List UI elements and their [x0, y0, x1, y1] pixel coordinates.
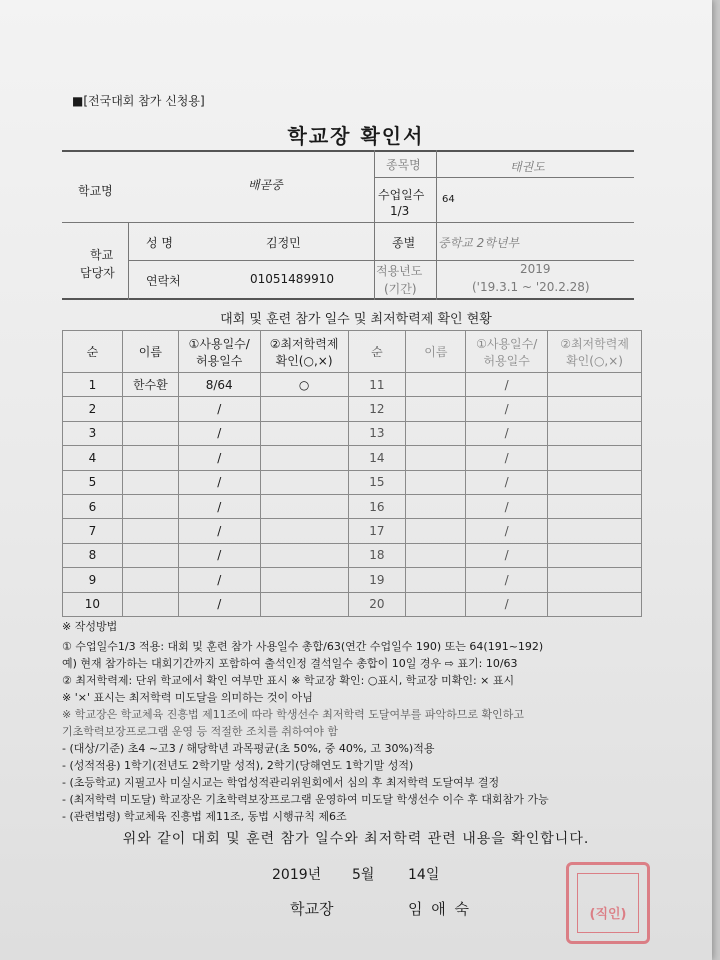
date-year: 2019년 [272, 867, 322, 883]
col-header-days-right: ①사용일수/ 허용일수 [466, 331, 548, 373]
contact-value: 01051489910 [250, 272, 334, 286]
form-type-note: ■[전국대회 참가 신청용] [72, 94, 205, 108]
table-header-row [63, 331, 642, 373]
col-header-days: ①사용일수/ 허용일수 [178, 331, 260, 373]
note-line: - (최저학력 미도달) 학교장은 기초학력보장프로그램 운영하여 미도달 학생선수 이수 후 대회참가 가능 [62, 793, 549, 806]
note-line: - (대상/기준) 초4 ~고3 / 해당학년 과목평균(초 50%, 중 40%, 고 30%)적용 [62, 742, 435, 755]
period-value: ('19.3.1 ~ '20.2.28) [472, 280, 590, 294]
table-row: 3 / 13 / [63, 421, 642, 445]
official-seal [566, 862, 650, 944]
days-label-1: 수업일수 [378, 188, 425, 202]
teacher-label-1: 학교 [90, 248, 114, 262]
table-row: 4 / 14 / [63, 446, 642, 470]
note-line: - (초등학교) 지필고사 미실시교는 학업성적관리위원회에서 심의 후 최저학력 도달여부 결정 [62, 776, 500, 789]
table-row: 9 / 19 / [63, 568, 642, 592]
seal-text: (직인) [589, 907, 627, 922]
principal-name: 임 애 숙 [408, 900, 472, 918]
table-row: 7 / 17 / [63, 519, 642, 543]
school-label: 학교명 [78, 184, 113, 198]
name-label: 성 명 [146, 236, 173, 250]
note-line: ※ '×' 표시는 최저학력 미도달을 의미하는 것이 아님 [62, 691, 313, 704]
year-label-2: (기간) [384, 282, 417, 296]
note-line: ※ 학교장은 학교체육 진흥법 제11조에 따라 학생선수 최저학력 도달여부를 파악하므로 확인하고 [62, 708, 524, 721]
year-label-1: 적용년도 [376, 264, 423, 278]
date-day: 14일 [408, 867, 440, 883]
table-row: 1 한수환 8/64 ○ 11 / [63, 373, 642, 397]
sport-label: 종목명 [386, 158, 421, 172]
table-row: 10 / 20 / [63, 592, 642, 616]
teacher-label-2: 담당자 [80, 266, 115, 280]
note-line: - (관련법령) 학교체육 진흥법 제11조, 동법 시행규칙 제6조 [62, 810, 347, 823]
note-line: 예) 현재 참가하는 대회기간까지 포함하여 출석인정 결석일수 총합이 10일 경우 ⇨ 표기: 10/63 [62, 657, 518, 670]
col-header-name-right: 이름 [406, 331, 466, 373]
col-header-check: ②최저학력제 확인(○,×) [260, 331, 348, 373]
section-title: 대회 및 훈련 참가 일수 및 최저학력제 확인 현황 [220, 312, 492, 327]
table-row: 2 / 12 / [63, 397, 642, 421]
document-title: 학교장 확인서 [287, 124, 425, 148]
contact-label: 연락처 [146, 274, 181, 288]
category-value: 중학교 2학년부 [438, 236, 520, 250]
days-value: 64 [442, 194, 455, 205]
name-value: 김정민 [266, 236, 301, 250]
category-label: 종별 [392, 236, 416, 250]
table-row: 5 / 15 / [63, 470, 642, 494]
table-row: 8 / 18 / [63, 543, 642, 567]
table-row: 6 / 16 / [63, 494, 642, 518]
note-line: ② 최저학력제: 단위 학교에서 확인 여부만 표시 ※ 학교장 확인: ○표시, 학교장 미확인: × 표시 [62, 674, 515, 687]
participation-table [62, 330, 642, 617]
col-header-no: 순 [63, 331, 123, 373]
col-header-no-right: 순 [348, 331, 406, 373]
confirmation-statement: 위와 같이 대회 및 훈련 참가 일수와 최저학력 관련 내용을 확인합니다. [122, 831, 590, 847]
note-line: - (성적적용) 1학기(전년도 2학기말 성적), 2학기(당해연도 1학기말 성적) [62, 759, 414, 772]
sport-value: 태권도 [510, 160, 545, 174]
note-line: ※ 작성방법 [62, 620, 118, 633]
note-line: 기초학력보장프로그램 운영 등 적절한 조치를 취하여야 함 [62, 725, 339, 738]
year-value: 2019 [520, 262, 551, 276]
col-header-check-right: ②최저학력제 확인(○,×) [548, 331, 642, 373]
note-line: ① 수업일수1/3 적용: 대회 및 훈련 참가 사용일수 총합/63(연간 수업일수 190) 또는 64(191~192) [62, 640, 544, 653]
school-value: 배곧중 [248, 178, 283, 192]
principal-label: 학교장 [290, 900, 334, 918]
info-table [62, 150, 634, 300]
date-month: 5월 [352, 867, 375, 883]
days-label-2: 1/3 [390, 204, 410, 218]
col-header-name: 이름 [122, 331, 178, 373]
